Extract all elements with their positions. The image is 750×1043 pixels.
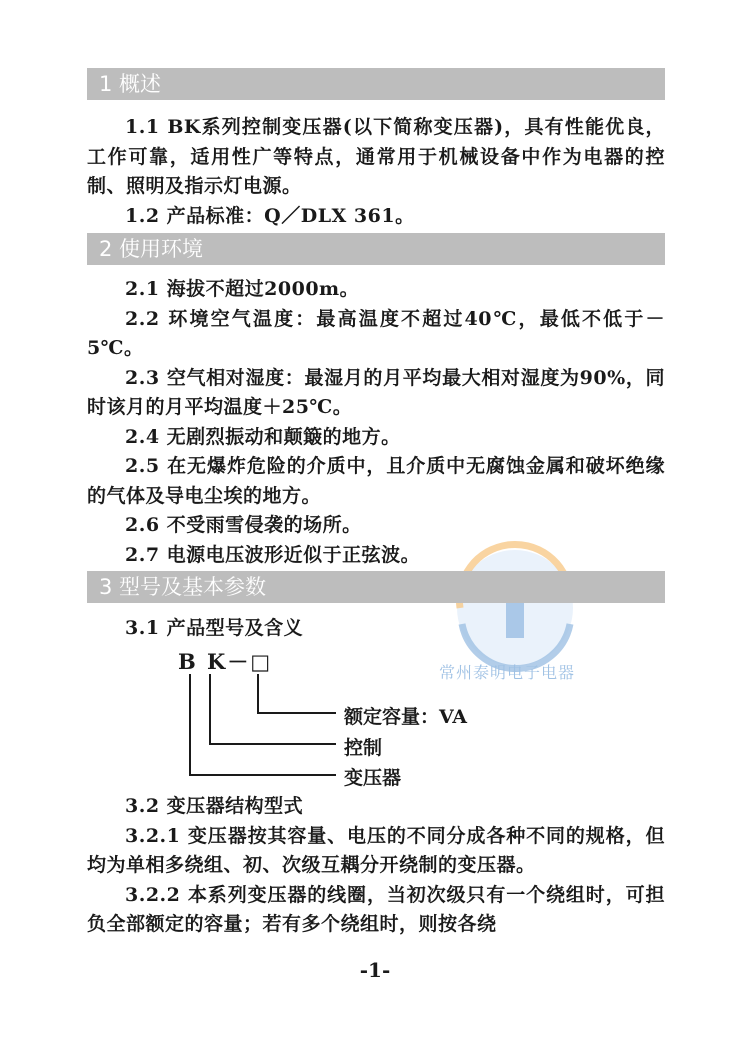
paragraph-1-2: 1.2 产品标准：Q／DLX 361。 (125, 204, 415, 227)
section-header-environment: 2 使用环境 (87, 233, 665, 265)
model-label-control: 控制 (344, 737, 383, 759)
bracket-line-control (210, 674, 336, 744)
watermark-company-name: 常州泰明电子电器 (438, 663, 575, 682)
section-header-overview: 1 概述 (87, 68, 665, 100)
page-number: -1- (359, 958, 391, 982)
paragraph-2-3: 2.3 空气相对湿度：最湿月的月平均最大相对湿度为90%，同时该月的月平均温度＋25℃。 (87, 366, 665, 418)
paragraph-2-6: 2.6 不受雨雪侵袭的场所。 (125, 514, 362, 536)
model-label-capacity: 额定容量：VA (344, 706, 468, 728)
paragraph-3-2: 3.2 变压器结构型式 (125, 795, 304, 817)
paragraph-2-2: 2.2 环境空气温度：最高温度不超过40℃，最低不低于－5℃。 (87, 307, 665, 359)
bracket-line-transformer (190, 674, 336, 775)
paragraph-3-1: 3.1 产品型号及含义 (125, 617, 304, 639)
paragraph-2-4: 2.4 无剧烈振动和颠簸的地方。 (125, 425, 401, 448)
model-label-transformer: 变压器 (344, 767, 402, 789)
section-structure-body (87, 792, 665, 940)
model-code: B K－□ (178, 649, 273, 674)
bracket-line-capacity (258, 674, 336, 713)
paragraph-2-1: 2.1 海拔不超过2000m。 (125, 278, 360, 300)
paragraph-3-2-2: 3.2.2 本系列变压器的线圈，当初次级只有一个绕组时，可担负全部额定的容量；若有多个绕组时，则按各绕 (87, 883, 665, 935)
paragraph-1-1: 1.1 BK系列控制变压器(以下简称变压器)，具有性能优良，工作可靠，适用性广等特点，通常用于机械设备中作为电器的控制、照明及指示灯电源。 (87, 116, 665, 197)
paragraph-2-5: 2.5 在无爆炸危险的介质中，且介质中无腐蚀金属和破坏绝缘的气体及导电尘埃的地方。 (87, 455, 665, 507)
paragraph-2-7: 2.7 电源电压波形近似于正弦波。 (125, 543, 421, 566)
section-header-model-parameters: 3 型号及基本参数 (87, 571, 665, 603)
paragraph-3-2-1: 3.2.1 变压器按其容量、电压的不同分成各种不同的规格，但均为单相多绕组、初、次级互耦分开绕制的变压器。 (87, 824, 665, 876)
